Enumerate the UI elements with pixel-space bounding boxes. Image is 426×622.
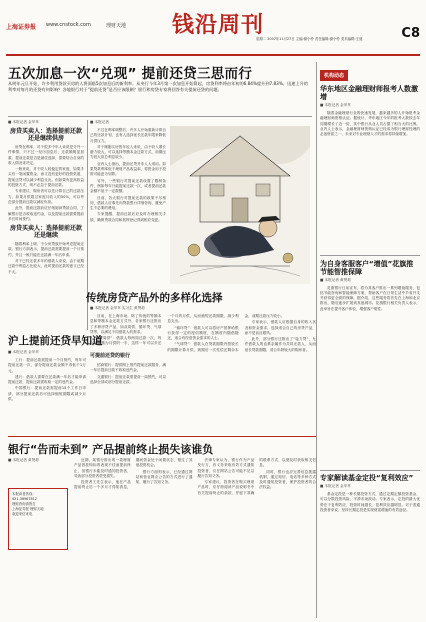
promo-line: 本报读者热线： [12, 492, 36, 496]
feature-body [90, 314, 316, 353]
promo-line: 021-38967812 [12, 497, 37, 501]
paragraph: “气球贷”：借款人在贷款期限内按较长的期限计算月供，到期后一次性偿还剩余本金，前期还款压力较小。 [167, 314, 285, 352]
lead-subhead: 房贷买卖人：选择提前还款还是继续供房 [9, 128, 82, 142]
paragraph: 对于刚刚买房的年轻人来说，由于收入增长潜力较大，可以选择等额本金还款方式，前期压力较大但总利息较少。 [90, 144, 166, 160]
paragraph: 建行：借款人需要在还款满一年后才能申请提前还款，提前还款需收取一定的违约金。 [8, 374, 86, 385]
cartoon-illustration [170, 126, 310, 284]
paragraph: 随着利率上调，不少房贷族开始考虑提前还款。银行方面表示，提前还款需要提前一个月预约，并且一般只能在还款满一年后申请。 [8, 242, 84, 257]
sidebar-divider [316, 62, 317, 618]
page-header [6, 6, 420, 52]
guide-column-2 [90, 350, 166, 432]
sidebar-item-text [320, 492, 420, 612]
lead-divider [8, 116, 312, 117]
promo-line: 理财咨询请拨打 [12, 502, 36, 506]
paragraph: 近期，某银行推出的一款理财产品因挂钩标的表现不佳而提前终止，但银行未能及时通知投资者，导致部分投资者蒙受损失。 [74, 458, 131, 478]
paragraph: 业内人士指出，提前还贷并非人人适用。如果贷款利率低于理财产品收益率，将资金用于投资可能更为划算。 [90, 161, 166, 177]
paragraph: 基金定投是一种长期投资方式，通过定期定额投资基金，可以分散投资风险，平滑市场波动。专家表示，定投的最大优势在于复利效应，投资时间越长，复利效应越明显。对于普通投资者来说，坚持长期定投是实现财富增值的有效途径。 [320, 492, 420, 513]
paragraph: 对于已经还款多年的借款人来说，由于前期还款中利息占比较大，此时提前还款的意义已经不大。 [8, 259, 84, 274]
lead-body [8, 145, 84, 222]
paragraph: 一般来说，对于收入较稳定的家庭，如果手头有一笔闲置资金，而又没有更好的投资渠道，提前还贷可以减少利息支出。但如果有更高收益的投资方式，则不必急于提前还款。 [8, 167, 84, 188]
guide-headline: 沪上提前还贷早知道 [8, 335, 103, 347]
sidebar-item-text [320, 111, 420, 251]
feature-byline: ■ 本报记者 金苹苹 实习生 黄贤莉 [90, 306, 145, 310]
mid-byline: ■ 本报记者 [90, 120, 109, 124]
paragraph: 工行：提前还款需提前一个月预约，每年可提前还款一次，部分提前还款金额不得低于1万元。 [8, 358, 86, 373]
header-rule [6, 54, 420, 56]
sidebar-item-byline: ■ 本报记者 金苹苹 [320, 484, 351, 489]
sidebar-item-title: 为自身客服客户“增值”花旗推节能智推保障 [320, 259, 414, 276]
paragraph: 投资者王先生表示，他在产品提前终止后一个多月才得知消息，期间资金处于闲置状态，错过了其他投资机会。 [74, 458, 193, 490]
paragraph: 专家提醒，提前还款后应及时办理相关手续，确保贷款合同和抵押登记得到相应变更。 [90, 212, 166, 222]
bank-headline: 银行“告而未到” 产品提前终止损失该谁负 [8, 443, 214, 456]
paragraph: 银行方面则表示，已经通过网站和营业网点公告的方式进行了通知，履行了告知义务。 [135, 469, 193, 485]
lead-byline: ■ 本报记者 金苹苹 [8, 120, 39, 124]
promo-text [12, 492, 64, 517]
paragraph: 交通银行：提前还款需提前一周预约，可以选择全部或部分提前还款。 [90, 374, 166, 384]
sidebar-item-text [320, 286, 420, 466]
page-code: C8 [401, 26, 420, 41]
paragraph: 随着金融理财行业的快速发展，越来越多的人开始报考金融理财师资格认证。据统计，华东地区今年的报考人数较去年同期增长了近一倍，其中银行从业人员占据了相当大的比例。业内人士表示，金融理财师资格认证已经成为银行理财经理的必备资质之一，未来对专业理财人才的需求将持续增加。 [320, 111, 420, 137]
paragraph: 专家建议，购房者可以先计算自己的还款压力，如果月供超过家庭月收入的50%，可以考虑部分提前还款以减轻负担。 [8, 189, 84, 204]
lead-paragraph: 从明年元旦开始，许多利用贷款买房的人将面临5次加息后的新利率。从央行今年3月第一次加息开始算起，房贷利率将由年初的6.84%提升到7.83%。迅速上升的利率对每月的还贷有何影响？各地银行对于“提前还贷”是否应该限制？银行和房贷专家将回答有关提前还贷的问题。 [8, 81, 308, 92]
paragraph: “循环贷”：借款人可以将房产抵押给银行获得一定的授信额度，在额度内随借随还，适合有经营资金需求的人士。 [167, 325, 239, 341]
paper-website: www.cnstock.com [46, 22, 91, 28]
paper-name: 上海证券报 [6, 24, 37, 31]
mid-body [90, 128, 166, 223]
promo-line: 欢迎来信来电 [12, 512, 33, 516]
paragraph: 目前，在上海市场，除了传统的等额本息和等额本金还款方式外，各家银行还推出了多种房贷产品，如双周供、循环贷、气球贷等，以满足不同借款人的需求。 [90, 314, 162, 334]
paragraph: 法律专家认为，银行作为产品发行方，有义务采取有效方式通知投资者，仅在网站公告可能不足以履行告知义务。 [197, 458, 255, 478]
bank-story-body [74, 458, 316, 616]
sidebar-separator [320, 470, 420, 471]
guide-byline: ■ 本报记者 金苹苹 [8, 350, 39, 354]
guide-column-1 [8, 350, 86, 432]
paragraph: 花旗银行日前宣布，将为其客户推出一系列增值服务，包括节能咨询和智能保障方案，帮助客户在日常生活中节省开支并获得更全面的保障。据介绍，这些服务将首先在上海和北京推出，随后逐步扩展到其他城市。花旗银行相关负责人表示，此举旨在提升客户体验，增强客户黏性。 [320, 285, 420, 311]
paragraph: 专家表示，借款人应根据自身的收入状况和资金需求，选择适合自己的房贷产品，而不是盲目跟风。 [244, 320, 316, 335]
paragraph: 中国银行：提前还款需提前15个工作日申请，部分提前还款后可选择缩短期限或减少月供。 [8, 386, 86, 402]
sidebar-item-byline: ■ 本报记者 金苹苹 [320, 103, 351, 107]
sidebar-tag: 机构动态 [320, 70, 348, 81]
paragraph: 不过在利率调整后，许多人开始重新计算自己的还款计划，也有人选择延长还款年限来降低月供压力。 [90, 128, 166, 143]
sidebar-item-byline: ■ 本报记者 黄贤莉 [320, 277, 351, 282]
paragraph: 同时，银行也应完善信息披露机制，通过短信、电话等多种方式及时通知投资者，保护投资者的合法权益。 [259, 469, 316, 490]
bank-body [74, 458, 316, 496]
paragraph: 招商银行：提供网上预约提前还款服务，满一年后提前还款不收取违约金。 [90, 363, 166, 373]
paper-section: 理财天地 [106, 23, 127, 29]
paragraph: 此外，部分银行还推出了“接力贷”，允许借款人的直系亲属作为共同还款人，从而延长贷款期限，适合年龄较大的购房者。 [244, 337, 316, 352]
paragraph: “双周供”：借款人每两周还款一次，每次还款额为月供的一半，这样一年可以多还一个月的月供，从而缩短还款期限，减少利息支出。 [90, 314, 239, 346]
edition-meta: 星期二 2007年11月27日 主编:谢小伶 责任编辑:谢小伶 美术编辑:王迪 [256, 37, 363, 41]
guide-subhead: 可提前还贷的银行 [90, 353, 131, 359]
feature-headline: 传统房贷产品外的多样化选择 [86, 292, 223, 304]
sidebar-item-title: 华东地区金融理财师报考人数激增 [320, 85, 418, 101]
guide-body [8, 358, 86, 402]
lead-subhead-2: 房贷买卖人：选择提前还款还是继续 [9, 225, 82, 240]
paragraph: 目前，各大银行对提前还款的政策不尽相同，借款人应事先向贷款银行详细咨询，避免产生不必要的费用。 [90, 195, 166, 211]
lead-body-2 [8, 242, 84, 275]
bank-byline: ■ 本报记者 黄贤莉 [8, 458, 39, 462]
house-cartoon-icon [170, 126, 310, 284]
promo-box [8, 488, 68, 550]
promo-line: 上海证券报 理财天地 [12, 507, 44, 511]
lead-headline: 五次加息一次“兑现” 提前还贷三思而行 [8, 66, 253, 82]
sidebar [320, 62, 420, 618]
sidebar-separator [320, 255, 420, 256]
bank-byline-box [8, 458, 68, 486]
section-divider [8, 436, 316, 437]
lead-story-column-1 [8, 120, 84, 332]
sidebar-item-title: 专家解读基金定投“复利效应” [320, 474, 414, 483]
masthead-title: 钱沿周刊 [172, 12, 265, 38]
paragraph: 另外，一些银行对提前还款设置了限制条件，例如每年只能提前还款一次，或者提前还款金额不低于一定数额。 [90, 178, 166, 194]
guide-body-2 [90, 363, 166, 385]
paragraph: 专家建议，投资者在购买理财产品时，应仔细阅读产品说明书中有关提前终止的条款，并留下准确的联系方式，以便及时获取相关信息。 [197, 458, 316, 495]
paragraph: 房贷在利率，对于很多中年人来说是分外一件事情，只不过一经历加息后，还款额明显加重。提前还款是否是最佳选择，需要结合自身的收入情况来决定。 [8, 145, 84, 165]
paragraph: 此外，提前还款前应仔细阅读贷款合同，了解银行是否收取违约金，以及提前还款需要提前多长时间预约。 [8, 206, 84, 221]
